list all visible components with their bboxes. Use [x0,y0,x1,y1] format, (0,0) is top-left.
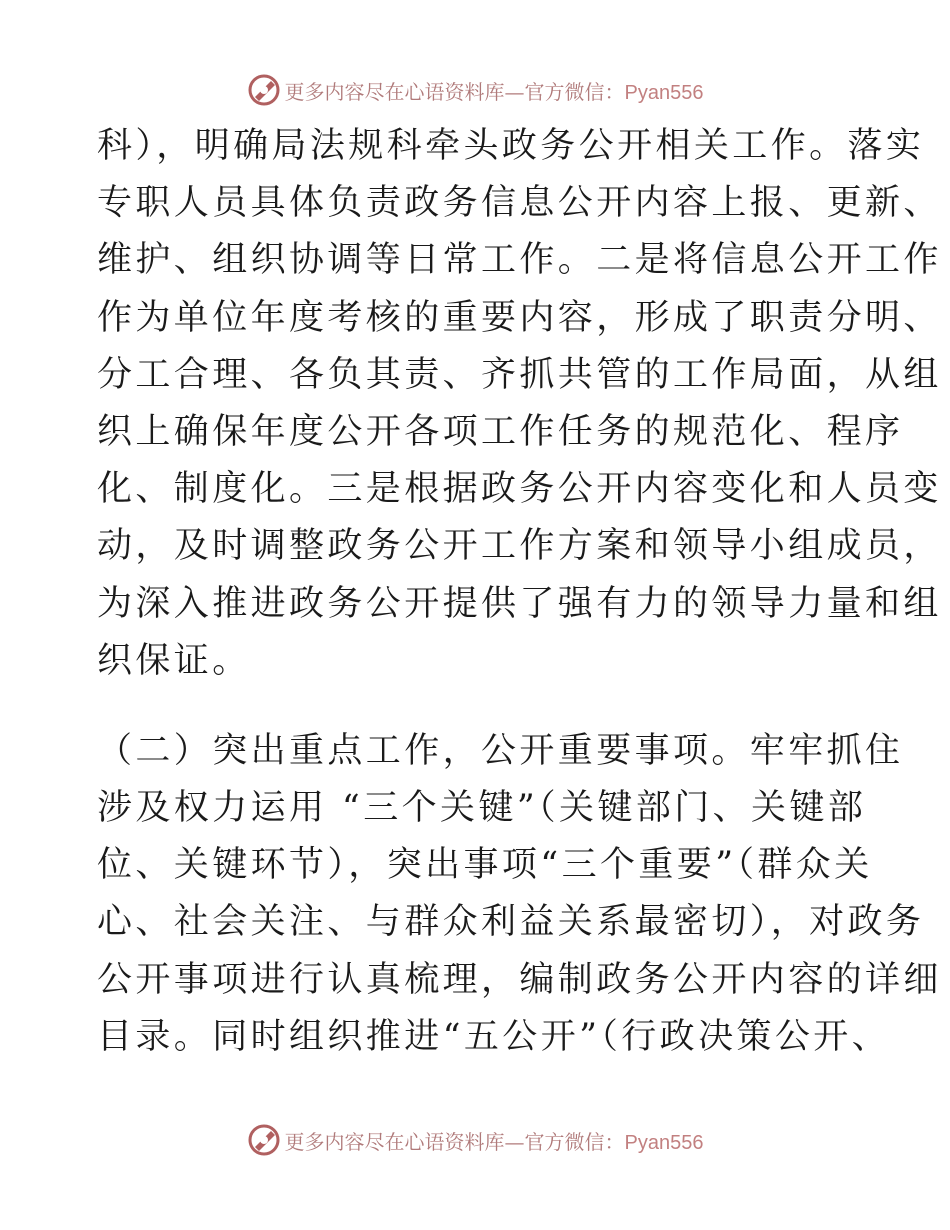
text-line: 作为单位年度考核的重要内容，形成了职责分明、 [97,297,942,338]
text-line: 科），明确局法规科牵头政务公开相关工作。落实 [97,126,925,166]
watermark-wechat-id: Pyan556 [624,81,704,104]
text-line: 织保证。 [97,640,251,681]
text-line: 分工合理、各负其责、齐抓共管的工作局面，从组 [97,354,942,395]
text-line: 化、制度化。三是根据政务公开内容变化和人员变 [97,469,942,510]
text-line: 维护、组织协调等日常工作。二是将信息公开工作 [97,240,942,281]
paragraph-spacer [97,690,857,723]
text-line: 为深入推进政务公开提供了强有力的领导力量和组 [97,583,942,624]
text-line: 心、社会关注、与群众利益关系最密切），对政务 [97,902,925,943]
text-line: 公开事项进行认真梳理，编制政务公开内容的详细 [97,959,942,1000]
text-line: 动，及时调整政务公开工作方案和领导小组成员， [97,526,942,567]
paragraph [97,118,942,690]
text-line: 位、关键环节），突出事项“三个重要”（群众关 [97,845,873,886]
watermark-text: 更多内容尽在心语资料库—官方微信： [284,1129,625,1154]
text-line: 专职人员具体负责政务信息公开内容上报、更新、 [97,183,942,224]
footer-watermark [0,1120,950,1160]
document-body [97,118,942,1066]
text-line: 涉及权力运用 “三个关键”（关键部门、关键部 [97,788,867,829]
pen-logo-icon [247,1123,281,1157]
text-line: 目录。同时组织推进“五公开”（行政决策公开、 [97,1016,891,1057]
pen-logo-icon [247,73,281,107]
header-watermark [0,70,950,110]
paragraph [97,723,942,1066]
watermark-wechat-id: Pyan556 [624,1131,704,1154]
text-line: 织上确保年度公开各项工作任务的规范化、程序 [97,411,904,452]
text-line: （二）突出重点工作，公开重要事项。牢牢抓住 [97,730,904,771]
watermark-text: 更多内容尽在心语资料库—官方微信： [284,79,625,104]
